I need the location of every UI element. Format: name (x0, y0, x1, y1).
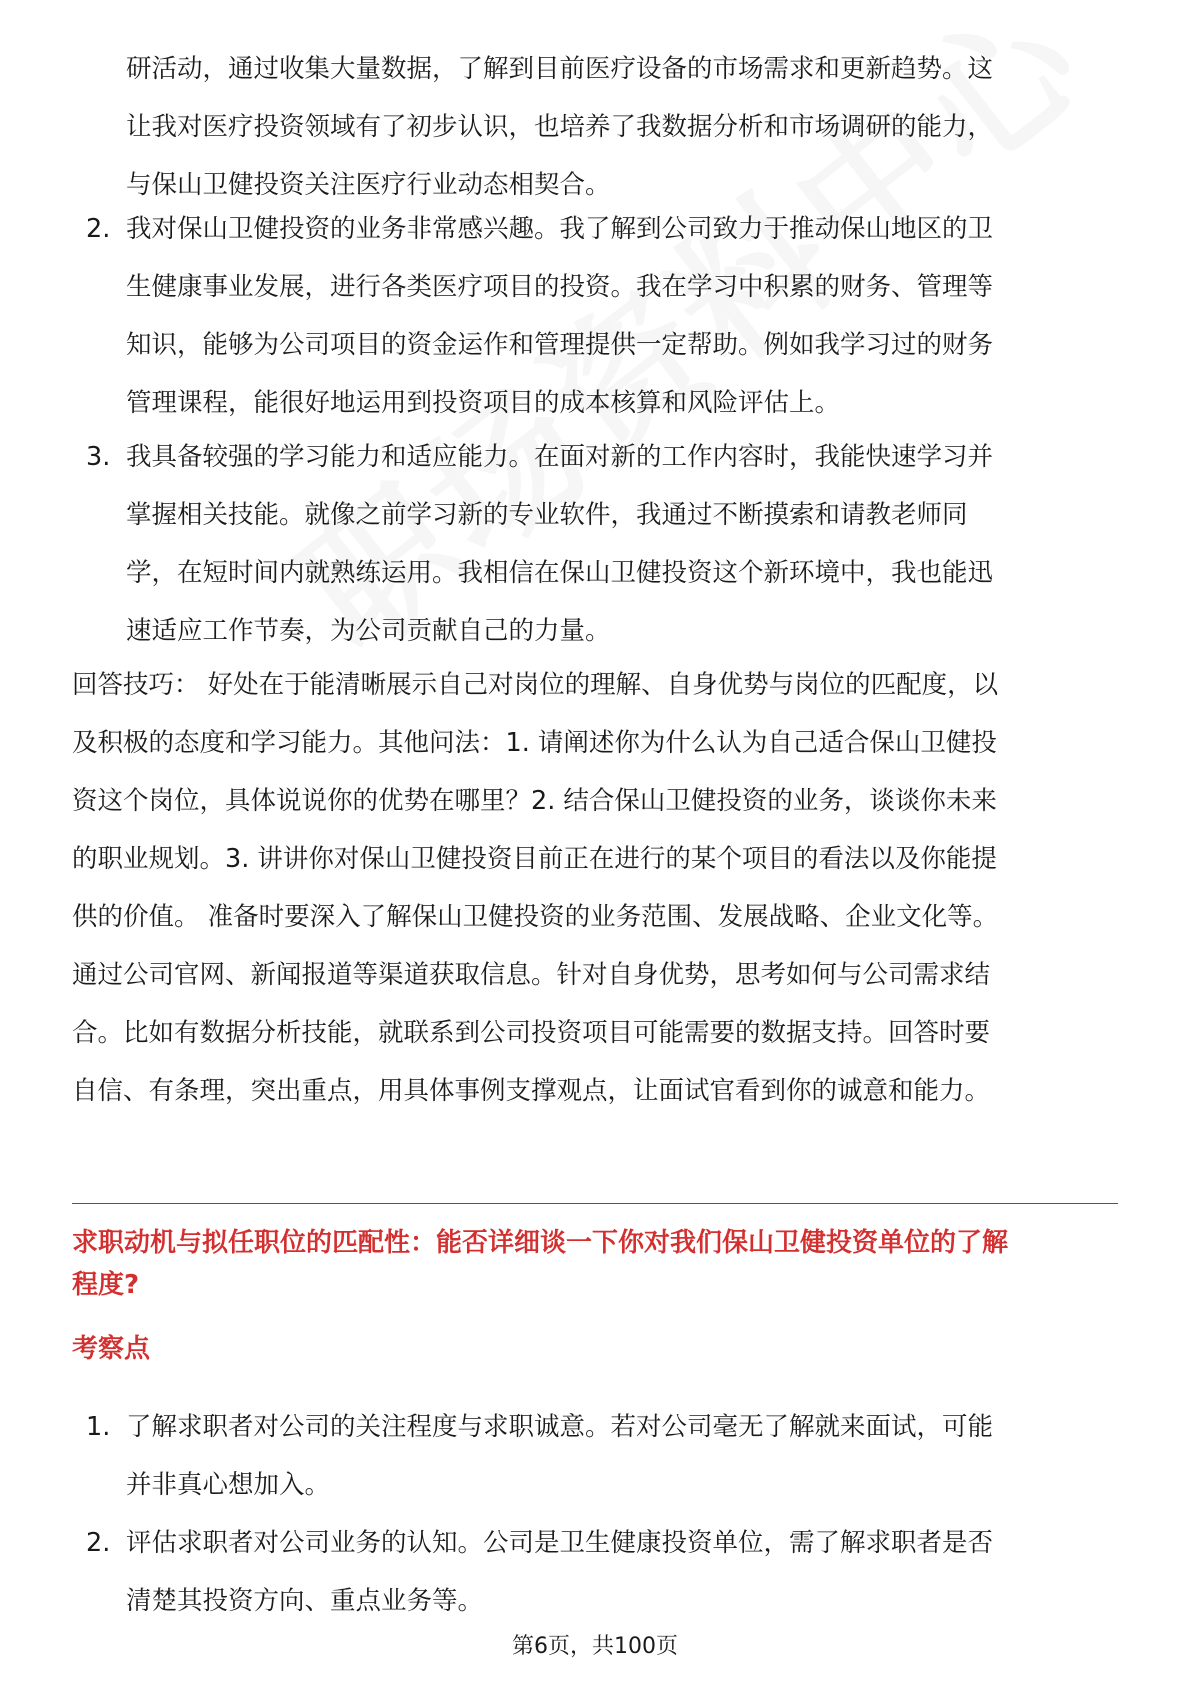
text-line: 及积极的态度和学习能力。其他问法：1. 请阐述你为什么认为自己适合保山卫健投 (72, 728, 997, 758)
text-line: 学，在短时间内就熟练运用。我相信在保山卫健投资这个新环境中，我也能迅 (126, 558, 994, 588)
text-line: 清楚其投资方向、重点业务等。 (126, 1586, 484, 1616)
page-number: 第6页，共100页 (512, 1634, 678, 1659)
list-item (0, 200, 1190, 432)
text-line: 供的价值。 准备时要深入了解保山卫健投资的业务范围、发展战略、企业文化等。 (72, 902, 999, 932)
text-line: 合。比如有数据分析技能，就联系到公司投资项目可能需要的数据支持。回答时要 (72, 1018, 991, 1048)
text-line: 与保山卫健投资关注医疗行业动态相契合。 (126, 170, 611, 200)
list-item-text (0, 40, 1190, 214)
text-line: 了解求职者对公司的关注程度与求职诚意。若对公司毫无了解就来面试，可能 (126, 1412, 994, 1442)
list-number: 2. (86, 1528, 111, 1558)
text-line: 的职业规划。3. 讲讲你对保山卫健投资目前正在进行的某个项目的看法以及你能提 (72, 844, 997, 874)
text-line: 管理课程，能很好地运用到投资项目的成本核算和风险评估上。 (126, 388, 841, 418)
answer-tips-paragraph (72, 656, 1118, 1120)
text-line: 我对保山卫健投资的业务非常感兴趣。我了解到公司致力于推动保山地区的卫 (126, 214, 994, 244)
text-line: 回答技巧： 好处在于能清晰展示自己对岗位的理解、自身优势与岗位的匹配度，以 (72, 670, 999, 700)
list-number: 3. (86, 442, 111, 472)
text-line: 通过公司官网、新闻报道等渠道获取信息。针对自身优势，思考如何与公司需求结 (72, 960, 991, 990)
text-line: 生健康事业发展，进行各类医疗项目的投资。我在学习中积累的财务、管理等 (126, 272, 994, 302)
list-number: 1. (86, 1412, 111, 1442)
focus-heading: 考察点 (72, 1334, 151, 1364)
section-divider (72, 1203, 1118, 1204)
text-line: 评估求职者对公司业务的认知。公司是卫生健康投资单位，需了解求职者是否 (126, 1528, 994, 1558)
text-line: 并非真心想加入。 (126, 1470, 331, 1500)
text-line: 我具备较强的学习能力和适应能力。在面对新的工作内容时，我能快速学习并 (126, 442, 994, 472)
text-line: 程度? (72, 1270, 140, 1300)
continued-list-item (0, 40, 1190, 214)
text-line: 知识，能够为公司项目的资金运作和管理提供一定帮助。例如我学习过的财务 (126, 330, 994, 360)
answer-list (0, 200, 1190, 660)
list-number: 2. (86, 214, 111, 244)
list-item (0, 1398, 1190, 1514)
text-line: 掌握相关技能。就像之前学习新的专业软件，我通过不断摸索和请教老师同 (126, 500, 968, 530)
text-line: 求职动机与拟任职位的匹配性：能否详细谈一下你对我们保山卫健投资单位的了解 (72, 1228, 1009, 1258)
list-item (0, 1514, 1190, 1630)
focus-list (0, 1398, 1190, 1630)
list-item (0, 428, 1190, 660)
text-line: 研活动，通过收集大量数据，了解到目前医疗设备的市场需求和更新趋势。这 (126, 54, 994, 84)
text-line: 资这个岗位，具体说说你的优势在哪里？2. 结合保山卫健投资的业务，谈谈你未来 (72, 786, 997, 816)
text-line: 速适应工作节奏，为公司贡献自己的力量。 (126, 616, 611, 646)
question-heading (72, 1222, 1122, 1306)
text-line: 自信、有条理，突出重点，用具体事例支撑观点，让面试官看到你的诚意和能力。 (72, 1076, 991, 1106)
text-line: 让我对医疗投资领域有了初步认识，也培养了我数据分析和市场调研的能力， (126, 112, 994, 142)
